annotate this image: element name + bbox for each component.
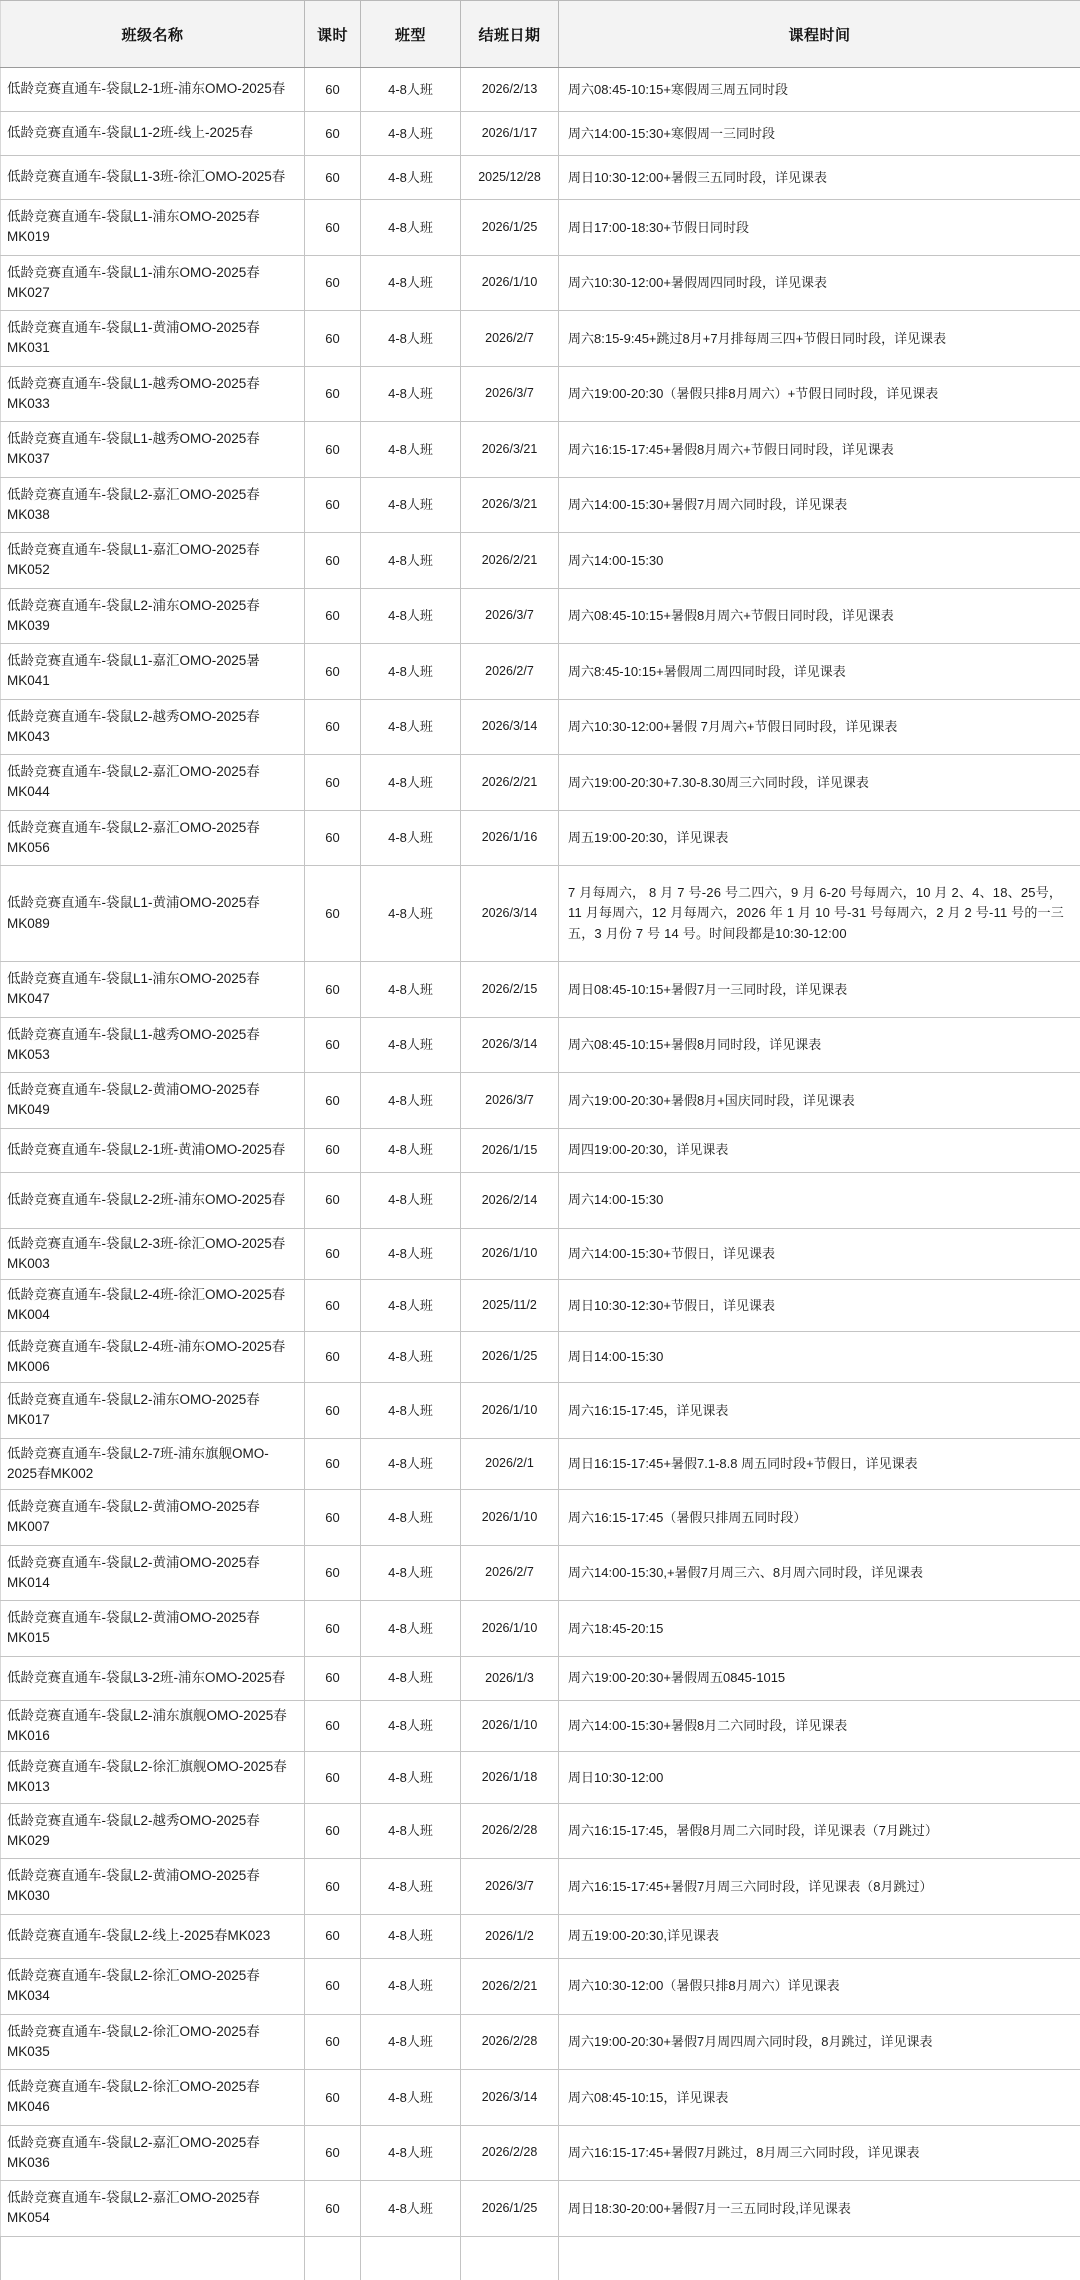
cell-hours: 60 — [305, 1438, 361, 1490]
cell-hours: 60 — [305, 1017, 361, 1073]
cell-course-time: 周六16:15-17:45+暑假7月跳过，8月周三六同时段，详见课表 — [559, 2125, 1080, 2181]
cell-hours: 60 — [305, 1490, 361, 1546]
cell-class-name: 低龄竞赛直通车-袋鼠L2-徐汇OMO-2025春MK035 — [1, 2014, 305, 2070]
cell-class-name: 低龄竞赛直通车-袋鼠L2-黄浦OMO-2025春MK014 — [1, 1545, 305, 1601]
cell-end-date: 2026/3/7 — [461, 366, 559, 422]
cell-course-time: 周六14:00-15:30+寒假周一三同时段 — [559, 112, 1080, 156]
cell-hours: 60 — [305, 477, 361, 533]
table-body — [1, 68, 1080, 2280]
cell-class-type: 4-8人班 — [361, 1859, 461, 1915]
cell-class-type: 4-8人班 — [361, 156, 461, 200]
cell-course-time: 7 月每周六， 8 月 7 号-26 号二四六，9 月 6-20 号每周六，10 月 2、4、18、25号，11 月每周六，12 月每周六，2026 年 1 月 10 号-31 号每周六，2 月 2 号-11 号的一三五，3 月份 7 号 14 号。时间段都是10:30-12:00 — [559, 866, 1080, 962]
cell-course-time: 周六18:45-20:15 — [559, 1601, 1080, 1657]
table-row-partial — [1, 2236, 1080, 2280]
table-row[interactable] — [1, 1859, 1080, 1915]
cell-hours: 60 — [305, 255, 361, 311]
column-header-end-date: 结班日期 — [461, 1, 559, 68]
cell-class-name: 低龄竞赛直通车-袋鼠L2-徐汇旗舰OMO-2025春MK013 — [1, 1752, 305, 1804]
cell-end-date: 2025/11/2 — [461, 1280, 559, 1332]
cell-hours: 60 — [305, 112, 361, 156]
cell-class-name: 低龄竞赛直通车-袋鼠L2-浦东OMO-2025春MK039 — [1, 588, 305, 644]
cell-class-name: 低龄竞赛直通车-袋鼠L2-线上-2025春MK023 — [1, 1914, 305, 1958]
cell-end-date: 2026/2/28 — [461, 2014, 559, 2070]
cell-class-type: 4-8人班 — [361, 2125, 461, 2181]
cell-end-date: 2026/2/1 — [461, 1438, 559, 1490]
column-header-class-name: 班级名称 — [1, 1, 305, 68]
cell-class-type: 4-8人班 — [361, 311, 461, 367]
cell-hours: 60 — [305, 755, 361, 811]
cell-class-type: 4-8人班 — [361, 1700, 461, 1752]
table-row[interactable] — [1, 68, 1080, 112]
cell-hours: 60 — [305, 1859, 361, 1915]
cell-course-time: 周日17:00-18:30+节假日同时段 — [559, 200, 1080, 256]
cell-course-time: 周六14:00-15:30,+暑假7月周三六、8月周六同时段，详见课表 — [559, 1545, 1080, 1601]
cell-class-type: 4-8人班 — [361, 1280, 461, 1332]
cell-hours: 60 — [305, 810, 361, 866]
cell-hours: 60 — [305, 699, 361, 755]
cell-partial — [559, 2236, 1080, 2280]
cell-class-type: 4-8人班 — [361, 1383, 461, 1439]
table-row[interactable] — [1, 1172, 1080, 1228]
table-header-row — [1, 1, 1080, 68]
table-row[interactable] — [1, 156, 1080, 200]
table-row[interactable] — [1, 1128, 1080, 1172]
cell-hours: 60 — [305, 1280, 361, 1332]
cell-hours: 60 — [305, 2070, 361, 2126]
cell-end-date: 2026/1/2 — [461, 1914, 559, 1958]
cell-end-date: 2026/3/14 — [461, 2070, 559, 2126]
column-header-course-time: 课程时间 — [559, 1, 1080, 68]
cell-end-date: 2026/1/10 — [461, 1228, 559, 1280]
cell-end-date: 2026/1/15 — [461, 1128, 559, 1172]
column-header-class-type: 班型 — [361, 1, 461, 68]
cell-hours: 60 — [305, 366, 361, 422]
cell-class-type: 4-8人班 — [361, 810, 461, 866]
cell-class-type: 4-8人班 — [361, 1958, 461, 2014]
cell-course-time: 周六16:15-17:45+暑假8月周六+节假日同时段，详见课表 — [559, 422, 1080, 478]
cell-course-time: 周六10:30-12:00+暑假 7月周六+节假日同时段，详见课表 — [559, 699, 1080, 755]
cell-class-type: 4-8人班 — [361, 2181, 461, 2237]
table-row[interactable] — [1, 962, 1080, 1018]
cell-end-date: 2026/3/21 — [461, 422, 559, 478]
cell-course-time: 周日16:15-17:45+暑假7.1-8.8 周五同时段+节假日，详见课表 — [559, 1438, 1080, 1490]
cell-course-time: 周六14:00-15:30+节假日，详见课表 — [559, 1228, 1080, 1280]
cell-end-date: 2026/3/7 — [461, 1859, 559, 1915]
cell-end-date: 2026/1/25 — [461, 1331, 559, 1383]
cell-class-type: 4-8人班 — [361, 1656, 461, 1700]
cell-class-type: 4-8人班 — [361, 2014, 461, 2070]
table-row[interactable] — [1, 699, 1080, 755]
cell-class-type: 4-8人班 — [361, 644, 461, 700]
table-row[interactable] — [1, 477, 1080, 533]
cell-course-time: 周六10:30-12:00（暑假只排8月周六）详见课表 — [559, 1958, 1080, 2014]
table-row[interactable] — [1, 1545, 1080, 1601]
cell-partial — [1, 2236, 305, 2280]
table-row[interactable] — [1, 1438, 1080, 1490]
cell-class-type: 4-8人班 — [361, 962, 461, 1018]
cell-course-time: 周六14:00-15:30+暑假8月二六同时段，详见课表 — [559, 1700, 1080, 1752]
table-row[interactable] — [1, 311, 1080, 367]
cell-class-name: 低龄竞赛直通车-袋鼠L1-嘉汇OMO-2025暑MK041 — [1, 644, 305, 700]
table-row[interactable] — [1, 1280, 1080, 1332]
cell-class-name: 低龄竞赛直通车-袋鼠L2-4班-浦东OMO-2025春MK006 — [1, 1331, 305, 1383]
cell-class-type: 4-8人班 — [361, 1490, 461, 1546]
cell-hours: 60 — [305, 1172, 361, 1228]
cell-hours: 60 — [305, 1700, 361, 1752]
table-row[interactable] — [1, 1752, 1080, 1804]
cell-course-time: 周六16:15-17:45，详见课表 — [559, 1383, 1080, 1439]
cell-class-type: 4-8人班 — [361, 1438, 461, 1490]
table-row[interactable] — [1, 1958, 1080, 2014]
cell-end-date: 2026/2/13 — [461, 68, 559, 112]
cell-hours: 60 — [305, 1128, 361, 1172]
cell-end-date: 2026/1/17 — [461, 112, 559, 156]
cell-hours: 60 — [305, 1073, 361, 1129]
cell-course-time: 周五19:00-20:30，详见课表 — [559, 810, 1080, 866]
cell-class-name: 低龄竞赛直通车-袋鼠L2-7班-浦东旗舰OMO-2025春MK002 — [1, 1438, 305, 1490]
cell-class-name: 低龄竞赛直通车-袋鼠L2-1班-浦东OMO-2025春 — [1, 68, 305, 112]
cell-course-time: 周日14:00-15:30 — [559, 1331, 1080, 1383]
table-row[interactable] — [1, 2125, 1080, 2181]
cell-class-name: 低龄竞赛直通车-袋鼠L1-越秀OMO-2025春MK053 — [1, 1017, 305, 1073]
cell-class-type: 4-8人班 — [361, 533, 461, 589]
cell-hours: 60 — [305, 1752, 361, 1804]
table-row[interactable] — [1, 255, 1080, 311]
cell-end-date: 2026/3/7 — [461, 1073, 559, 1129]
cell-course-time: 周四19:00-20:30，详见课表 — [559, 1128, 1080, 1172]
cell-course-time: 周六8:15-9:45+跳过8月+7月排每周三四+节假日同时段，详见课表 — [559, 311, 1080, 367]
cell-end-date: 2026/2/21 — [461, 533, 559, 589]
cell-course-time: 周日10:30-12:00+暑假三五同时段，详见课表 — [559, 156, 1080, 200]
table-row[interactable] — [1, 1017, 1080, 1073]
cell-course-time: 周六14:00-15:30 — [559, 1172, 1080, 1228]
cell-course-time: 周日18:30-20:00+暑假7月一三五同时段,详见课表 — [559, 2181, 1080, 2237]
cell-class-name: 低龄竞赛直通车-袋鼠L1-越秀OMO-2025春MK033 — [1, 366, 305, 422]
cell-class-type: 4-8人班 — [361, 1228, 461, 1280]
table-row[interactable] — [1, 588, 1080, 644]
cell-end-date: 2026/1/10 — [461, 1601, 559, 1657]
cell-hours: 60 — [305, 2181, 361, 2237]
cell-end-date: 2026/2/21 — [461, 755, 559, 811]
cell-class-name: 低龄竞赛直通车-袋鼠L2-嘉汇OMO-2025春MK038 — [1, 477, 305, 533]
cell-class-type: 4-8人班 — [361, 1545, 461, 1601]
table-row[interactable] — [1, 1228, 1080, 1280]
cell-hours: 60 — [305, 2125, 361, 2181]
table-row[interactable] — [1, 1914, 1080, 1958]
cell-end-date: 2026/2/14 — [461, 1172, 559, 1228]
cell-course-time: 周六19:00-20:30+7.30-8.30周三六同时段，详见课表 — [559, 755, 1080, 811]
cell-course-time: 周六08:45-10:15+暑假8月周六+节假日同时段，详见课表 — [559, 588, 1080, 644]
cell-class-name: 低龄竞赛直通车-袋鼠L2-1班-黄浦OMO-2025春 — [1, 1128, 305, 1172]
cell-end-date: 2025/12/28 — [461, 156, 559, 200]
cell-class-name: 低龄竞赛直通车-袋鼠L1-浦东OMO-2025春MK019 — [1, 200, 305, 256]
cell-end-date: 2026/2/15 — [461, 962, 559, 1018]
cell-class-name: 低龄竞赛直通车-袋鼠L2-4班-徐汇OMO-2025春MK004 — [1, 1280, 305, 1332]
cell-end-date: 2026/2/7 — [461, 1545, 559, 1601]
cell-course-time: 周五19:00-20:30,详见课表 — [559, 1914, 1080, 1958]
cell-class-type: 4-8人班 — [361, 866, 461, 962]
cell-end-date: 2026/1/25 — [461, 2181, 559, 2237]
cell-class-type: 4-8人班 — [361, 1073, 461, 1129]
cell-hours: 60 — [305, 588, 361, 644]
table-row[interactable] — [1, 1331, 1080, 1383]
cell-end-date: 2026/3/7 — [461, 588, 559, 644]
cell-class-name: 低龄竞赛直通车-袋鼠L2-2班-浦东OMO-2025春 — [1, 1172, 305, 1228]
table-row[interactable] — [1, 866, 1080, 962]
cell-class-name: 低龄竞赛直通车-袋鼠L2-徐汇OMO-2025春MK034 — [1, 1958, 305, 2014]
cell-course-time: 周日10:30-12:30+节假日，详见课表 — [559, 1280, 1080, 1332]
cell-partial — [305, 2236, 361, 2280]
cell-class-name: 低龄竞赛直通车-袋鼠L1-浦东OMO-2025春MK047 — [1, 962, 305, 1018]
cell-class-name: 低龄竞赛直通车-袋鼠L1-越秀OMO-2025春MK037 — [1, 422, 305, 478]
cell-hours: 60 — [305, 311, 361, 367]
cell-class-name: 低龄竞赛直通车-袋鼠L2-嘉汇OMO-2025春MK036 — [1, 2125, 305, 2181]
table-row[interactable] — [1, 755, 1080, 811]
table-row[interactable] — [1, 810, 1080, 866]
cell-class-type: 4-8人班 — [361, 755, 461, 811]
cell-course-time: 周六19:00-20:30+暑假周五0845-1015 — [559, 1656, 1080, 1700]
cell-end-date: 2026/1/10 — [461, 255, 559, 311]
cell-end-date: 2026/3/14 — [461, 866, 559, 962]
cell-class-name: 低龄竞赛直通车-袋鼠L2-黄浦OMO-2025春MK049 — [1, 1073, 305, 1129]
cell-end-date: 2026/2/21 — [461, 1958, 559, 2014]
cell-course-time: 周六16:15-17:45（暑假只排周五同时段） — [559, 1490, 1080, 1546]
cell-course-time: 周六08:45-10:15+暑假8月同时段，详见课表 — [559, 1017, 1080, 1073]
cell-class-name: 低龄竞赛直通车-袋鼠L2-徐汇OMO-2025春MK046 — [1, 2070, 305, 2126]
cell-end-date: 2026/1/10 — [461, 1383, 559, 1439]
table-row[interactable] — [1, 1490, 1080, 1546]
cell-hours: 60 — [305, 644, 361, 700]
cell-end-date: 2026/2/28 — [461, 2125, 559, 2181]
cell-hours: 60 — [305, 866, 361, 962]
cell-hours: 60 — [305, 1914, 361, 1958]
cell-class-type: 4-8人班 — [361, 1172, 461, 1228]
cell-course-time: 周六19:00-20:30（暑假只排8月周六）+节假日同时段，详见课表 — [559, 366, 1080, 422]
table-row[interactable] — [1, 1601, 1080, 1657]
cell-course-time: 周六08:45-10:15+寒假周三周五同时段 — [559, 68, 1080, 112]
cell-class-type: 4-8人班 — [361, 68, 461, 112]
cell-class-name: 低龄竞赛直通车-袋鼠L2-黄浦OMO-2025春MK015 — [1, 1601, 305, 1657]
cell-hours: 60 — [305, 2014, 361, 2070]
cell-hours: 60 — [305, 1228, 361, 1280]
cell-class-type: 4-8人班 — [361, 1914, 461, 1958]
cell-class-type: 4-8人班 — [361, 699, 461, 755]
cell-end-date: 2026/2/28 — [461, 1803, 559, 1859]
cell-class-type: 4-8人班 — [361, 366, 461, 422]
cell-hours: 60 — [305, 962, 361, 1018]
column-header-hours: 课时 — [305, 1, 361, 68]
cell-course-time: 周六19:00-20:30+暑假7月周四周六同时段，8月跳过，详见课表 — [559, 2014, 1080, 2070]
cell-hours: 60 — [305, 422, 361, 478]
cell-class-name: 低龄竞赛直通车-袋鼠L1-3班-徐汇OMO-2025春 — [1, 156, 305, 200]
table-row[interactable] — [1, 644, 1080, 700]
cell-end-date: 2026/3/14 — [461, 699, 559, 755]
cell-end-date: 2026/3/14 — [461, 1017, 559, 1073]
cell-class-name: 低龄竞赛直通车-袋鼠L2-浦东旗舰OMO-2025春MK016 — [1, 1700, 305, 1752]
cell-class-type: 4-8人班 — [361, 1017, 461, 1073]
cell-class-type: 4-8人班 — [361, 2070, 461, 2126]
cell-class-type: 4-8人班 — [361, 1752, 461, 1804]
table-row[interactable] — [1, 2181, 1080, 2237]
cell-hours: 60 — [305, 533, 361, 589]
cell-class-type: 4-8人班 — [361, 588, 461, 644]
cell-course-time: 周六8:45-10:15+暑假周二周四同时段，详见课表 — [559, 644, 1080, 700]
table-row[interactable] — [1, 366, 1080, 422]
cell-end-date: 2026/1/25 — [461, 200, 559, 256]
cell-end-date: 2026/3/21 — [461, 477, 559, 533]
cell-course-time: 周日10:30-12:00 — [559, 1752, 1080, 1804]
cell-course-time: 周六16:15-17:45+暑假7月周三六同时段，详见课表（8月跳过） — [559, 1859, 1080, 1915]
cell-class-name: 低龄竞赛直通车-袋鼠L2-越秀OMO-2025春MK043 — [1, 699, 305, 755]
cell-class-name: 低龄竞赛直通车-袋鼠L1-浦东OMO-2025春MK027 — [1, 255, 305, 311]
table-row[interactable] — [1, 200, 1080, 256]
cell-class-type: 4-8人班 — [361, 112, 461, 156]
cell-class-name: 低龄竞赛直通车-袋鼠L1-2班-线上-2025春 — [1, 112, 305, 156]
cell-course-time: 周六14:00-15:30 — [559, 533, 1080, 589]
cell-hours: 60 — [305, 1601, 361, 1657]
cell-class-name: 低龄竞赛直通车-袋鼠L3-2班-浦东OMO-2025春 — [1, 1656, 305, 1700]
cell-class-type: 4-8人班 — [361, 1601, 461, 1657]
cell-hours: 60 — [305, 1383, 361, 1439]
cell-end-date: 2026/2/7 — [461, 311, 559, 367]
table-row[interactable] — [1, 422, 1080, 478]
table-row[interactable] — [1, 533, 1080, 589]
table-row[interactable] — [1, 2014, 1080, 2070]
cell-hours: 60 — [305, 1958, 361, 2014]
cell-class-name: 低龄竞赛直通车-袋鼠L1-嘉汇OMO-2025春MK052 — [1, 533, 305, 589]
cell-class-name: 低龄竞赛直通车-袋鼠L2-3班-徐汇OMO-2025春MK003 — [1, 1228, 305, 1280]
table-row[interactable] — [1, 1383, 1080, 1439]
table-row[interactable] — [1, 1073, 1080, 1129]
table-row[interactable] — [1, 1656, 1080, 1700]
cell-hours: 60 — [305, 1545, 361, 1601]
cell-end-date: 2026/1/3 — [461, 1656, 559, 1700]
table-header — [1, 1, 1080, 68]
cell-end-date: 2026/2/7 — [461, 644, 559, 700]
cell-course-time: 周六16:15-17:45，暑假8月周二六同时段，详见课表（7月跳过） — [559, 1803, 1080, 1859]
table-row[interactable] — [1, 1803, 1080, 1859]
cell-hours: 60 — [305, 68, 361, 112]
table-row[interactable] — [1, 1700, 1080, 1752]
cell-class-type: 4-8人班 — [361, 1803, 461, 1859]
cell-class-name: 低龄竞赛直通车-袋鼠L2-嘉汇OMO-2025春MK056 — [1, 810, 305, 866]
cell-hours: 60 — [305, 1656, 361, 1700]
cell-class-name: 低龄竞赛直通车-袋鼠L2-越秀OMO-2025春MK029 — [1, 1803, 305, 1859]
cell-course-time: 周六19:00-20:30+暑假8月+国庆同时段，详见课表 — [559, 1073, 1080, 1129]
cell-class-name: 低龄竞赛直通车-袋鼠L2-嘉汇OMO-2025春MK044 — [1, 755, 305, 811]
cell-class-name: 低龄竞赛直通车-袋鼠L2-黄浦OMO-2025春MK030 — [1, 1859, 305, 1915]
cell-class-name: 低龄竞赛直通车-袋鼠L2-嘉汇OMO-2025春MK054 — [1, 2181, 305, 2237]
cell-course-time: 周日08:45-10:15+暑假7月一三同时段，详见课表 — [559, 962, 1080, 1018]
cell-course-time: 周六14:00-15:30+暑假7月周六同时段，详见课表 — [559, 477, 1080, 533]
cell-course-time: 周六10:30-12:00+暑假周四同时段，详见课表 — [559, 255, 1080, 311]
cell-class-type: 4-8人班 — [361, 477, 461, 533]
cell-hours: 60 — [305, 156, 361, 200]
cell-end-date: 2026/1/16 — [461, 810, 559, 866]
cell-class-type: 4-8人班 — [361, 1128, 461, 1172]
table-row[interactable] — [1, 112, 1080, 156]
cell-class-type: 4-8人班 — [361, 200, 461, 256]
table-row[interactable] — [1, 2070, 1080, 2126]
cell-hours: 60 — [305, 200, 361, 256]
cell-end-date: 2026/1/18 — [461, 1752, 559, 1804]
cell-hours: 60 — [305, 1331, 361, 1383]
cell-class-name: 低龄竞赛直通车-袋鼠L1-黄浦OMO-2025春MK089 — [1, 866, 305, 962]
cell-hours: 60 — [305, 1803, 361, 1859]
cell-class-type: 4-8人班 — [361, 1331, 461, 1383]
cell-course-time: 周六08:45-10:15，详见课表 — [559, 2070, 1080, 2126]
cell-end-date: 2026/1/10 — [461, 1700, 559, 1752]
cell-class-name: 低龄竞赛直通车-袋鼠L2-浦东OMO-2025春MK017 — [1, 1383, 305, 1439]
cell-class-name: 低龄竞赛直通车-袋鼠L1-黄浦OMO-2025春MK031 — [1, 311, 305, 367]
cell-partial — [461, 2236, 559, 2280]
cell-partial — [361, 2236, 461, 2280]
cell-end-date: 2026/1/10 — [461, 1490, 559, 1546]
cell-class-name: 低龄竞赛直通车-袋鼠L2-黄浦OMO-2025春MK007 — [1, 1490, 305, 1546]
cell-class-type: 4-8人班 — [361, 255, 461, 311]
cell-class-type: 4-8人班 — [361, 422, 461, 478]
